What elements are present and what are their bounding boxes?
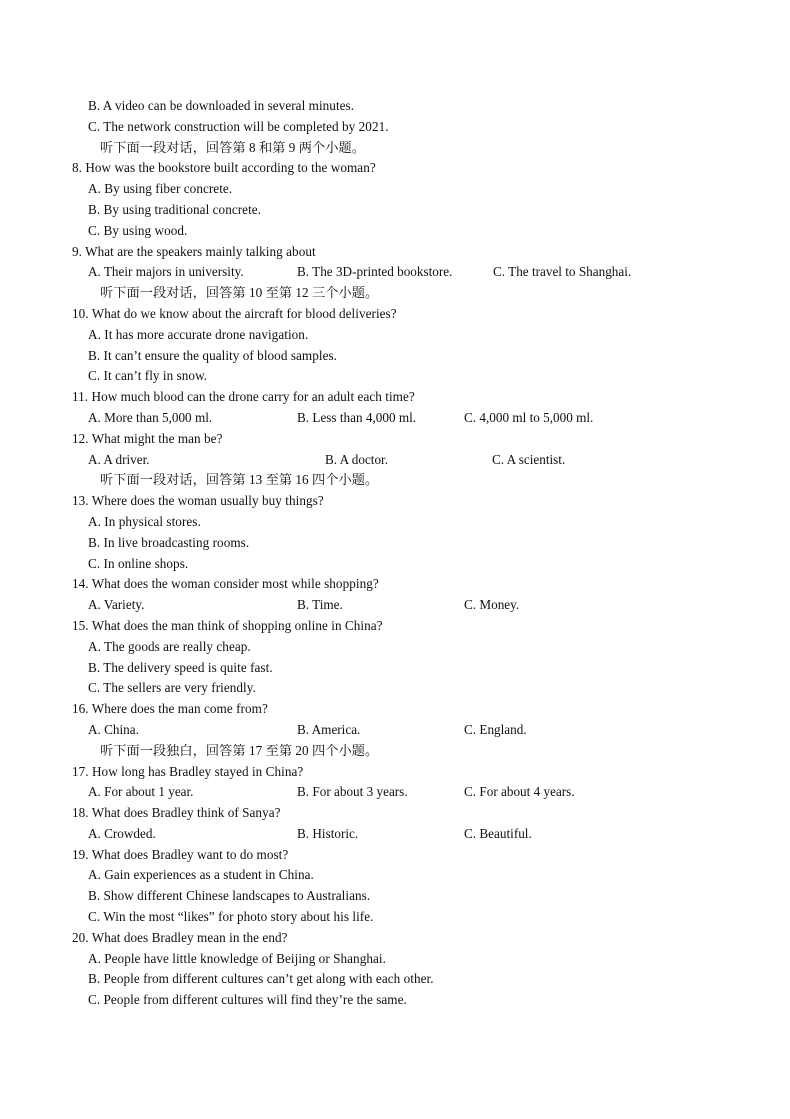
question-13: 13. Where does the woman usually buy things? [72,493,324,509]
option-20c: C. People from different cultures will find they’re the same. [88,992,407,1008]
option-14b: B. Time. [297,597,343,613]
question-17: 17. How long has Bradley stayed in China? [72,763,304,779]
option-10a: A. It has more accurate drone navigation. [88,326,309,342]
option-9b: B. The 3D-printed bookstore. [297,264,453,280]
option-10c: C. It can’t fly in snow. [88,368,208,384]
option-20a: A. People have little knowledge of Beijing or Shanghai. [88,950,386,966]
option-16c: C. England. [464,721,527,737]
option-11a: A. More than 5,000 ml. [88,409,213,425]
option-13b: B. In live broadcasting rooms. [88,534,250,550]
option-18a: A. Crowded. [88,825,156,841]
section-instruction-8-9: 听下面一段对话，回答第 8 和第 9 两个小题。 [100,139,365,155]
option-13c: C. In online shops. [88,555,189,571]
listening-section [72,96,732,1011]
options-12 [72,450,732,471]
question-14: 14. What does the woman consider most while shopping? [72,576,379,592]
question-8: 8. How was the bookstore built according to the woman? [72,160,376,176]
option-11b: B. Less than 4,000 ml. [297,409,417,425]
section-instruction-10-12: 听下面一段对话，回答第 10 至第 12 三个小题。 [100,285,379,301]
option-12b: B. A doctor. [325,451,389,467]
section-instruction-17-20: 听下面一段独白，回答第 17 至第 20 四个小题。 [100,742,379,758]
option-12c: C. A scientist. [492,451,566,467]
options-17 [72,782,732,803]
options-11 [72,408,732,429]
option-12a: A. A driver. [88,451,150,467]
option-18b: B. Historic. [297,825,359,841]
option-19a: A. Gain experiences as a student in China. [88,867,314,883]
option-17c: C. For about 4 years. [464,784,575,800]
section-instruction-13-16: 听下面一段对话，回答第 13 至第 16 四个小题。 [100,472,379,488]
option-16b: B. America. [297,721,361,737]
question-18: 18. What does Bradley think of Sanya? [72,805,281,821]
question-9: 9. What are the speakers mainly talking about [72,243,316,259]
option-19b: B. Show different Chinese landscapes to Australians. [88,888,371,904]
question-12: 12. What might the man be? [72,430,223,446]
option-17b: B. For about 3 years. [297,784,408,800]
option-14c: C. Money. [464,597,520,613]
option-9c: C. The travel to Shanghai. [493,264,632,280]
option-15b: B. The delivery speed is quite fast. [88,659,273,675]
question-20: 20. What does Bradley mean in the end? [72,929,288,945]
option-15c: C. The sellers are very friendly. [88,680,256,696]
question-19: 19. What does Bradley want to do most? [72,846,289,862]
option-11c: C. 4,000 ml to 5,000 ml. [464,409,594,425]
options-18 [72,824,732,845]
option-15a: A. The goods are really cheap. [88,638,251,654]
option-7c: C. The network construction will be completed by 2021. [88,118,389,134]
option-8b: B. By using traditional concrete. [88,201,262,217]
option-9a: A. Their majors in university. [88,264,244,280]
question-16: 16. Where does the man come from? [72,701,268,717]
option-8c: C. By using wood. [88,222,188,238]
option-17a: A. For about 1 year. [88,784,194,800]
option-7b: B. A video can be downloaded in several minutes. [88,98,355,113]
question-15: 15. What does the man think of shopping online in China? [72,617,383,633]
option-16a: A. China. [88,721,139,737]
option-18c: C. Beautiful. [464,825,532,841]
option-19c: C. Win the most “likes” for photo story about his life. [88,909,374,925]
question-10: 10. What do we know about the aircraft for blood deliveries? [72,305,397,321]
option-20b: B. People from different cultures can’t get along with each other. [88,971,434,987]
option-14a: A. Variety. [88,597,145,613]
question-11: 11. How much blood can the drone carry for an adult each time? [72,389,415,405]
option-10b: B. It can’t ensure the quality of blood samples. [88,347,338,363]
options-16 [72,720,732,741]
option-8a: A. By using fiber concrete. [88,181,233,197]
options-14 [72,595,732,616]
option-13a: A. In physical stores. [88,513,201,529]
options-9 [72,262,732,283]
